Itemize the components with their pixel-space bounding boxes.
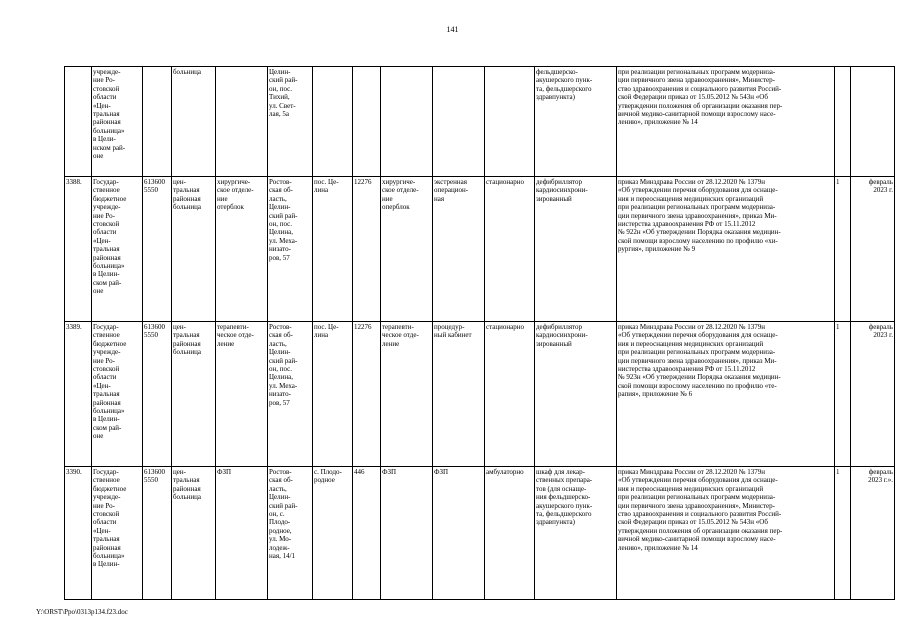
cell-num xyxy=(65,67,92,177)
cell-qty: 1 xyxy=(835,467,851,600)
cell-qty xyxy=(835,67,851,177)
cell-num: 3388. xyxy=(65,177,92,322)
cell-org: Государ- ственное бюджетное учрежде- ние Ро- стовской области «Цен- тральная районная больница» в Целин- xyxy=(92,467,143,600)
table-row xyxy=(65,67,895,177)
cell-dept xyxy=(216,67,268,177)
cell-care xyxy=(485,67,535,177)
equipment-table xyxy=(64,66,895,600)
cell-unit xyxy=(381,67,433,177)
cell-date: февраль 2023 г. xyxy=(851,177,895,322)
cell-code: 446 xyxy=(353,467,381,600)
table-row xyxy=(65,322,895,467)
cell-address: Целин- ский рай- он, пос. Тихий, ул. Свет- лая, 5а xyxy=(268,67,313,177)
cell-equipment: шкаф для лекар- ственных препара- тов (для оснаще- ния фельдшерско- акушерского пунк- та, фельдшерского здравпункта) xyxy=(535,467,617,600)
cell-order: приказ Минздрава России от 28.12.2020 № 1379н «Об утверждении перечня оборудования для оснаще- ния и переоснащения медицинских организаций при реализации региональных программ модерниза- ции первичного звена здравоохранения», Министер- ство здравоохранения и социального развития Россий- ской Федерации приказ от 15.05.2012 № 543н «Об утверждении положения об организации оказания пер- вичной медико-санитарной помощи взрослому насе- лению», приложение № 14 xyxy=(617,467,835,600)
cell-locality xyxy=(313,67,353,177)
cell-org: Государ- ственное бюджетное учрежде- ние Ро- стовской области «Цен- тральная районная больница» в Целин- ском рай- оне xyxy=(92,177,143,322)
cell-num: 3390. xyxy=(65,467,92,600)
cell-qty: 1 xyxy=(835,177,851,322)
cell-num: 3389. xyxy=(65,322,92,467)
cell-ogrn: 613600 5550 xyxy=(143,177,172,322)
cell-order: приказ Минздрава России от 28.12.2020 № 1379н «Об утверждении перечня оборудования для оснаще- ния и переоснащения медицинских организаций при реализации региональных программ модерниза- ции первичного звена здравоохранения», приказ Ми- нистерства здравоохранения РФ от 15.11.2012 № 923н «Об утверждении Порядка оказания медицин- ской помощи взрослому населению по профилю «те- рапия», приложение № 6 xyxy=(617,322,835,467)
page-number: 141 xyxy=(446,25,459,34)
cell-address: Ростов- ская об- ласть, Целин- ский рай- он, с. Плодо- родное, ул. Мо- лодеж- ная, 14/1 xyxy=(268,467,313,600)
cell-dept: ФЗП xyxy=(216,467,268,600)
cell-ogrn xyxy=(143,67,172,177)
cell-order: при реализации региональных программ модерниза- ции первичного звена здравоохранения», Министер- ство здравоохранения и социального развития Россий- ской Федерации приказ от 15.05.2012 № 543н «Об утверждении положения об организации оказания пер- вичной медико-санитарной помощи взрослому насе- лению», приложение № 14 xyxy=(617,67,835,177)
table-row xyxy=(65,177,895,322)
cell-unit: ФЗП xyxy=(381,467,433,600)
cell-ogrn: 613600 5550 xyxy=(143,467,172,600)
cell-care: стационарно xyxy=(485,177,535,322)
cell-room xyxy=(433,67,485,177)
cell-order: приказ Минздрава России от 28.12.2020 № 1379н «Об утверждении перечня оборудования для оснаще- ния и переоснащения медицинских организаций при реализации региональных программ модерниза- ции первичного звена здравоохранения», приказ Ми- нистерства здравоохранения РФ от 15.11.2012 № 922н «Об утверждении Порядка оказания медицин- ской помощи взрослому населению по профилю «хи- рургия», приложение № 9 xyxy=(617,177,835,322)
cell-type: больница xyxy=(172,67,216,177)
cell-unit: терапевти- ческое отде- ление xyxy=(381,322,433,467)
cell-type: цен- тральная районная больница xyxy=(172,467,216,600)
cell-date xyxy=(851,67,895,177)
cell-equipment: фельдшерско- акушерского пунк- та, фельдшерского здравпункта) xyxy=(535,67,617,177)
cell-address: Ростов- ская об- ласть, Целин- ский рай- он, пос. Целина, ул. Меха- низато- ров, 57 xyxy=(268,322,313,467)
footer-file-path: Y:\ORST\Ppo\0313p134.f23.doc xyxy=(36,608,128,616)
cell-unit: хирургиче- ское отделе- ние оперблок xyxy=(381,177,433,322)
cell-room: ФЗП xyxy=(433,467,485,600)
cell-room: экстренная операцион- ная xyxy=(433,177,485,322)
cell-address: Ростов- ская об- ласть, Целин- ский рай- он, пос. Целина, ул. Меха- низато- ров, 57 xyxy=(268,177,313,322)
cell-org: учрежде- ние Ро- стовской области «Цен- тральная районная больница» в Цели- нском рай- оне xyxy=(92,67,143,177)
cell-code xyxy=(353,67,381,177)
cell-org: Государ- ственное бюджетное учрежде- ние Ро- стовской области «Цен- тральная районная больница» в Целин- ском рай- оне xyxy=(92,322,143,467)
cell-date: февраль 2023 г.». xyxy=(851,467,895,600)
cell-equipment: дефибриллятор кардиосинхрони- зированный xyxy=(535,177,617,322)
cell-code: 12276 xyxy=(353,177,381,322)
cell-care: стационарно xyxy=(485,322,535,467)
cell-dept: терапевти- ческое отде- ление xyxy=(216,322,268,467)
cell-qty: 1 xyxy=(835,322,851,467)
cell-type: цен- тральная районная больница xyxy=(172,177,216,322)
cell-code: 12276 xyxy=(353,322,381,467)
cell-type: цен- тральная районная больница xyxy=(172,322,216,467)
table-row xyxy=(65,467,895,600)
cell-ogrn: 613600 5550 xyxy=(143,322,172,467)
cell-locality: с. Плодо- родное xyxy=(313,467,353,600)
cell-care: амбулаторно xyxy=(485,467,535,600)
cell-date: февраль 2023 г. xyxy=(851,322,895,467)
cell-equipment: дефибриллятор кардиосинхрони- зированный xyxy=(535,322,617,467)
cell-dept: хирургиче- ское отделе- ние отерблок xyxy=(216,177,268,322)
cell-locality: пос. Це- лина xyxy=(313,177,353,322)
cell-room: процедур- ный кабинет xyxy=(433,322,485,467)
cell-locality: пос. Це- лина xyxy=(313,322,353,467)
